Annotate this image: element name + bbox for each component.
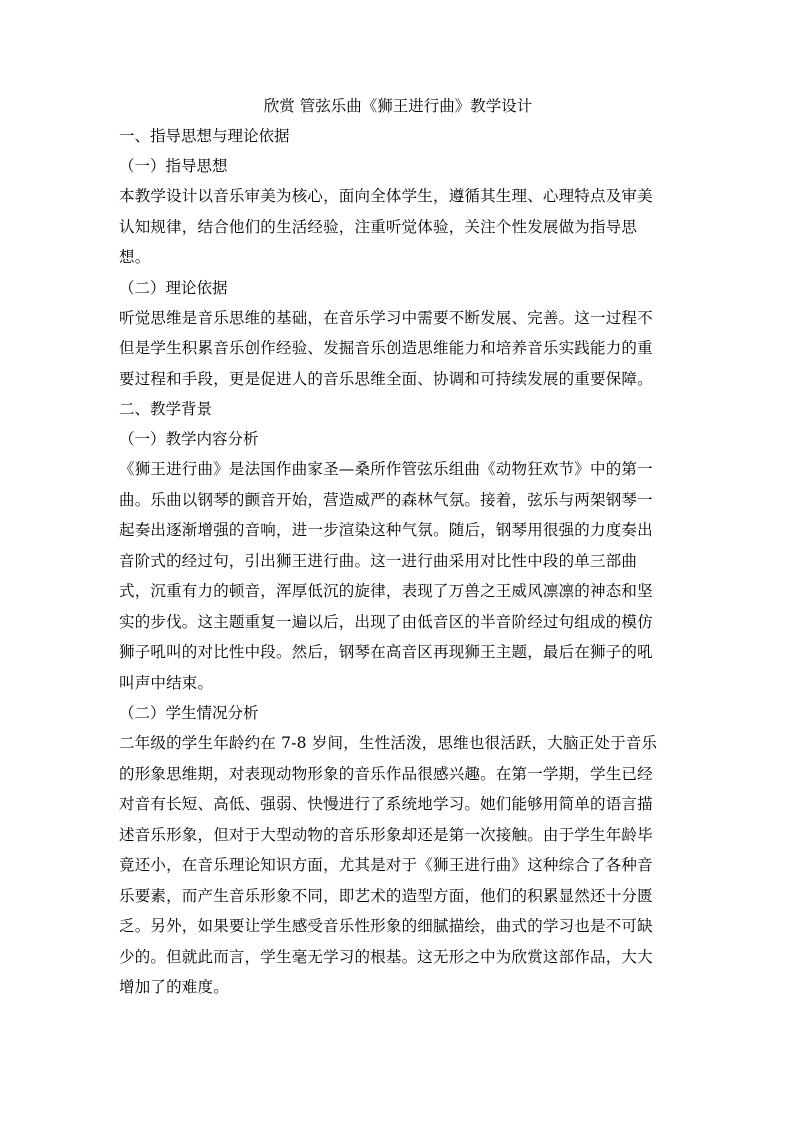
paragraph-line: 叫声中结束。 bbox=[119, 673, 214, 692]
paragraph-line: 述音乐形象，但对于大型动物的音乐形象却还是第一次接触。由于学生年龄毕 bbox=[119, 825, 653, 844]
paragraph-line: 增加了的难度。 bbox=[119, 978, 229, 996]
paragraph-line: 二年级的学生年龄约在 7-8 岁间，生性活泼，思维也很活跃，大脑正处于音乐 bbox=[119, 734, 658, 752]
section-heading: （一）指导思想 bbox=[119, 157, 228, 175]
paragraph-line: 式，沉重有力的顿音，浑厚低沉的旋律，表现了万兽之王威风凛凛的神态和坚 bbox=[119, 582, 653, 600]
paragraph-line: 狮子吼叫的对比性中段。然后，钢琴在高音区再现狮王主题，最后在狮子的吼 bbox=[119, 643, 653, 661]
paragraph-line: 《狮王进行曲》是法国作曲家圣—桑所作管弦乐组曲《动物狂欢节》中的第一 bbox=[119, 460, 653, 478]
paragraph-line: 竟还小，在音乐理论知识方面，尤其是对于《狮王进行曲》这种综合了各种音 bbox=[119, 856, 653, 874]
section-heading: 一、指导思想与理论依据 bbox=[119, 127, 290, 145]
paragraph-line: 本教学设计以音乐审美为核心，面向全体学生，遵循其生理、心理特点及审美 bbox=[119, 187, 653, 205]
section-heading: 二、教学背景 bbox=[119, 400, 213, 418]
paragraph bbox=[119, 728, 677, 1003]
section-heading: （二）理论依据 bbox=[119, 278, 228, 297]
paragraph-line: 的形象思维期，对表现动物形象的音乐作品很感兴趣。在第一学期，学生已经 bbox=[119, 764, 653, 783]
paragraph-line: 音阶式的经过句，引出狮王进行曲。这一进行曲采用对比性中段的单三部曲 bbox=[119, 551, 638, 570]
paragraph-line: 要过程和手段，更是促进人的音乐思维全面、协调和可持续发展的重要保障。 bbox=[119, 369, 653, 388]
paragraph-line: 实的步伐。这主题重复一遍以后，出现了由低音区的半音阶经过句组成的模仿 bbox=[119, 612, 653, 631]
section-heading: （二）学生情况分析 bbox=[119, 704, 259, 722]
paragraph bbox=[119, 454, 677, 698]
paragraph-line: 但是学生积累音乐创作经验、发掘音乐创造思维能力和培养音乐实践能力的重 bbox=[119, 339, 653, 357]
paragraph-line: 听觉思维是音乐思维的基础，在音乐学习中需要不断发展、完善。这一过程不 bbox=[119, 308, 653, 327]
paragraph bbox=[119, 181, 677, 273]
document-title: 欣赏 管弦乐曲《狮王进行曲》教学设计 bbox=[263, 97, 533, 115]
paragraph-line: 认知规律，结合他们的生活经验，注重听觉体验，关注个性发展做为指导思 bbox=[119, 217, 638, 236]
paragraph-line: 对音有长短、高低、强弱、快慢进行了系统地学习。她们能够用简单的语言描 bbox=[119, 795, 653, 813]
paragraph-line: 起奏出逐渐增强的音响，进一步渲染这种气氛。随后，钢琴用很强的力度奏出 bbox=[119, 521, 653, 539]
section-heading: （一）教学内容分析 bbox=[119, 430, 259, 448]
document-body bbox=[119, 121, 677, 1003]
paragraph-line: 曲。乐曲以钢琴的颤音开始，营造威严的森林气氛。接着，弦乐与两架钢琴一 bbox=[119, 490, 653, 509]
paragraph-line: 少的。但就此而言，学生毫无学习的根基。这无形之中为欣赏这部作品，大大 bbox=[119, 947, 653, 966]
paragraph-line: 想。 bbox=[119, 248, 151, 266]
paragraph bbox=[119, 303, 677, 395]
document-page bbox=[119, 91, 677, 1003]
paragraph-line: 乏。另外，如果要让学生感受音乐性形象的细腻描绘，曲式的学习也是不可缺 bbox=[119, 917, 653, 935]
paragraph-line: 乐要素，而产生音乐形象不同，即艺术的造型方面，他们的积累显然还十分匮 bbox=[119, 886, 653, 905]
